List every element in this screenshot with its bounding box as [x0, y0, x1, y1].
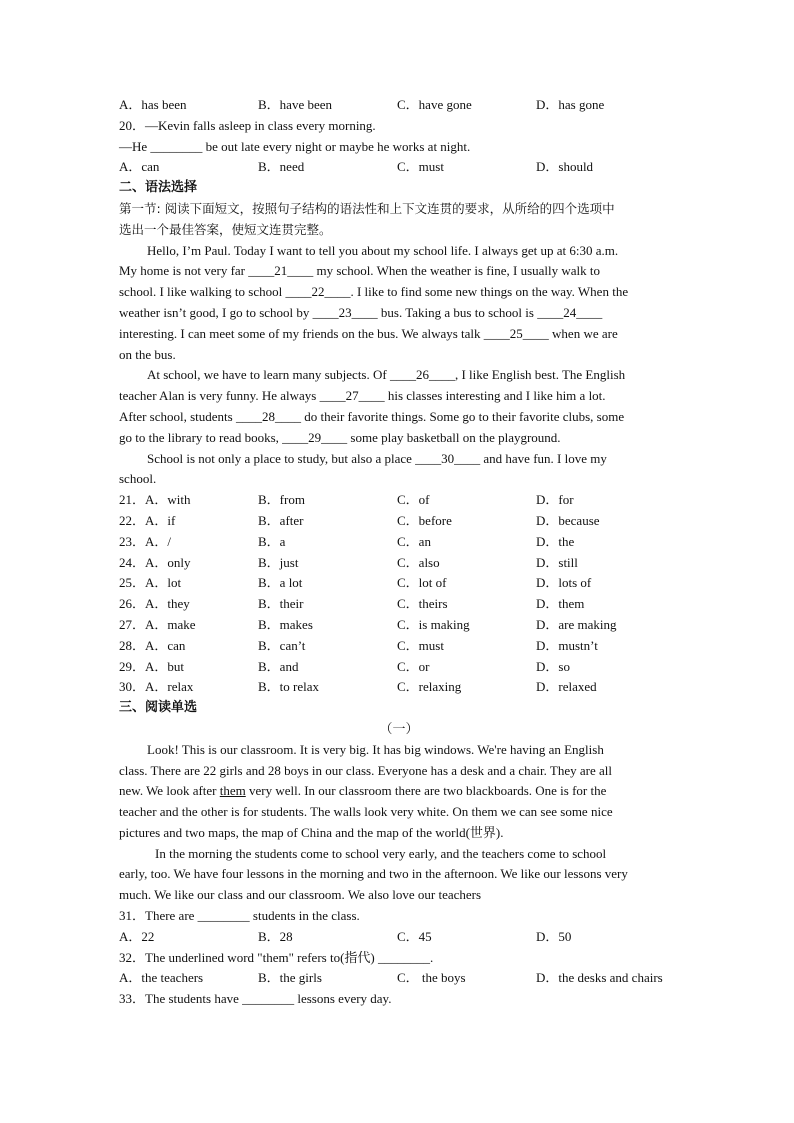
section-2-instruction-cont: 选出一个最佳答案，使短文连贯完整。 [119, 221, 332, 237]
grammar-question-row [119, 615, 679, 636]
option-b: B．28 [258, 928, 293, 944]
option-a: 26．A．they [119, 596, 190, 612]
option-c: C．45 [397, 928, 432, 944]
option-a: 22．A．if [119, 512, 176, 528]
option-d: D．are making [536, 616, 617, 632]
passage-line: My home is not very far ____21____ my school. When the weather is fine, I usually walk to [119, 263, 601, 279]
section-2-instruction: 第一节: 阅读下面短文，按照句子结构的语法性和上下文连贯的要求，从所给的四个选项中 [119, 200, 615, 216]
option-a: 23．A．/ [119, 533, 172, 549]
option-d: D．50 [536, 928, 572, 944]
option-d: D．the [536, 533, 575, 549]
option-c: C．is making [397, 616, 470, 632]
option-d: D．should [536, 159, 594, 175]
option-a: 25．A．lot [119, 575, 182, 591]
option-d: D．because [536, 512, 600, 528]
option-c: C．have gone [397, 97, 472, 112]
option-d: D．relaxed [536, 679, 597, 695]
option-b: B．can’t [258, 637, 306, 653]
option-a: A．has been [119, 97, 187, 112]
passage-line: school. [119, 471, 157, 487]
q32-stem: 32．The underlined word "them" refers to(指代) ________. [119, 949, 434, 965]
q20-options [119, 157, 679, 178]
option-d: D．for [536, 492, 574, 508]
option-b: B．a [258, 533, 286, 549]
q32-options [119, 968, 679, 989]
grammar-question-row [119, 677, 679, 698]
option-d: D．them [536, 596, 585, 612]
reading-line: teacher and the other is for students. The walls look very white. On them we can see some nice [119, 804, 613, 820]
option-b: B．and [258, 658, 299, 674]
option-b: B．just [258, 554, 299, 570]
grammar-question-row [119, 657, 679, 678]
q31-options [119, 927, 679, 948]
option-b: B．the girls [258, 970, 322, 986]
option-c: C．theirs [397, 596, 448, 612]
reading-line: much. We like our class and our classroom. We also love our teachers [119, 887, 482, 903]
grammar-question-row [119, 636, 679, 657]
option-b: B．from [258, 492, 305, 508]
passage-line: interesting. I can meet some of my friends on the bus. We always talk ____25____ when we are [119, 325, 618, 341]
option-b: B．have been [258, 97, 333, 112]
option-d: D．mustn’t [536, 637, 598, 653]
option-d: D．has gone [536, 97, 605, 112]
option-a: 28．A．can [119, 637, 186, 653]
q19-options [119, 95, 679, 116]
grammar-question-row [119, 553, 679, 574]
option-c: C．relaxing [397, 679, 462, 695]
option-c: C．an [397, 533, 431, 549]
section-3-title: 三、阅读单选 [119, 700, 198, 716]
passage-line: At school, we have to learn many subjects. Of ____26____, I like English best. The English [147, 367, 626, 383]
option-d: D．still [536, 554, 578, 570]
passage-line: weather isn’t good, I go to school by ____23____ bus. Taking a bus to school is ____24____ [119, 304, 603, 320]
grammar-question-row [119, 573, 679, 594]
option-b: B．after [258, 512, 304, 528]
reading-line: Look! This is our classroom. It is very big. It has big windows. We're having an English [147, 741, 604, 757]
option-c: C．also [397, 554, 440, 570]
option-a: 24．A．only [119, 554, 191, 570]
option-b: B．makes [258, 616, 313, 632]
option-b: B．need [258, 159, 305, 175]
option-c: C．of [397, 492, 430, 508]
passage-line: Hello, I’m Paul. Today I want to tell you about my school life. I always get up at 6:30 a.m. [147, 242, 619, 258]
option-d: D．lots of [536, 575, 592, 591]
passage-line: on the bus. [119, 346, 176, 362]
q20-stem: 20．—Kevin falls asleep in class every morning. [119, 117, 376, 133]
passage-line: School is not only a place to study, but also a place ____30____ and have fun. I love my [147, 450, 607, 466]
option-a: 21．A．with [119, 492, 191, 508]
passage-part-number: （一） [379, 720, 419, 736]
option-a: 30．A．relax [119, 679, 194, 695]
option-c: C．lot of [397, 575, 447, 591]
q33-stem: 33．The students have ________ lessons every day. [119, 991, 392, 1007]
option-d: D．so [536, 658, 570, 674]
option-b: B．to relax [258, 679, 320, 695]
option-a: A．can [119, 159, 160, 175]
passage-line: go to the library to read books, ____29____ some play basketball on the playground. [119, 429, 561, 445]
grammar-question-row [119, 532, 679, 553]
grammar-question-row [119, 490, 679, 511]
reading-line-underlined [119, 781, 679, 802]
option-a: A．the teachers [119, 970, 204, 986]
option-c: C． the boys [397, 970, 466, 986]
option-a: A．22 [119, 928, 155, 944]
q31-stem: 31．There are ________ students in the class. [119, 908, 360, 924]
exam-page [119, 95, 679, 1010]
option-d: D．the desks and chairs [536, 970, 663, 986]
reading-line: class. There are 22 girls and 28 boys in our class. Everyone has a desk and a chair. They are all [119, 762, 612, 778]
passage-line: school. I like walking to school ____22____. I like to find some new things on the way. When the [119, 284, 629, 300]
option-b: B．a lot [258, 575, 303, 591]
grammar-questions [119, 490, 679, 698]
passage-line: teacher Alan is very funny. He always ____27____ his classes interesting and I like him a lot. [119, 388, 606, 404]
reading-line: pictures and two maps, the map of China and the map of the world(世界). [119, 824, 504, 840]
option-a: 27．A．make [119, 616, 196, 632]
option-c: C．or [397, 658, 430, 674]
grammar-question-row [119, 511, 679, 532]
option-c: C．must [397, 159, 444, 175]
reading-text: new. We look after [119, 783, 220, 799]
reading-text: very well. In our classroom there are two blackboards. One is for the [245, 783, 607, 799]
option-a: 29．A．but [119, 658, 185, 674]
option-c: C．before [397, 512, 452, 528]
option-c: C．must [397, 637, 444, 653]
underlined-word: them [219, 783, 246, 799]
passage-line: After school, students ____28____ do their favorite things. Some go to their favorite clubs, some [119, 408, 625, 424]
section-2-title: 二、语法选择 [119, 180, 198, 196]
reading-line: In the morning the students come to school very early, and the teachers come to school [155, 845, 607, 861]
reading-line: early, too. We have four lessons in the morning and two in the afternoon. We like our lessons very [119, 866, 628, 882]
q20-reply: —He ________ be out late every night or maybe he works at night. [119, 138, 471, 154]
grammar-question-row [119, 594, 679, 615]
option-b: B．their [258, 596, 304, 612]
